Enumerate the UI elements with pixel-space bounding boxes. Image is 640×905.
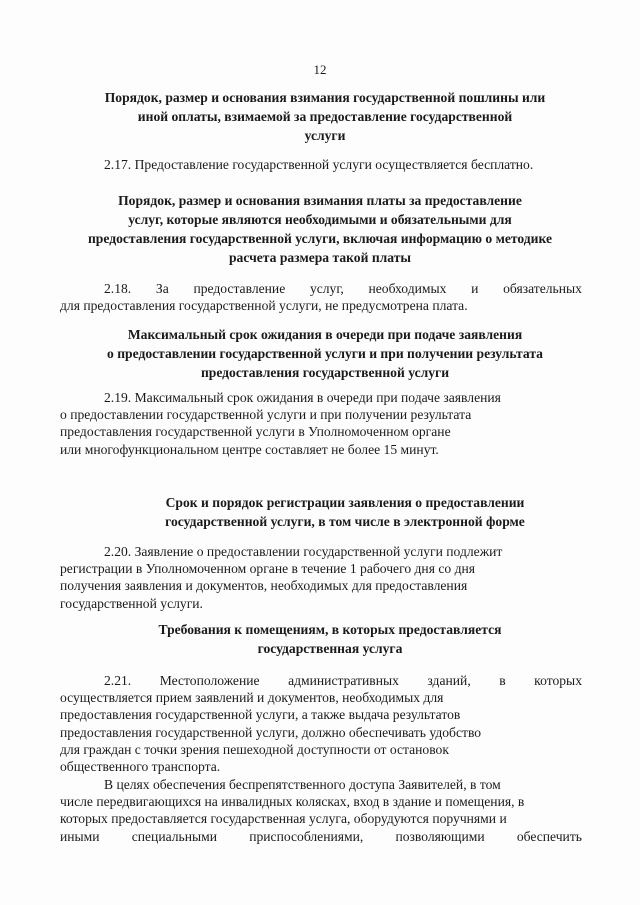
paragraph-line: регистрации в Уполномоченном органе в течение 1 рабочего дня со дня: [60, 561, 476, 577]
paragraph-line: которых предоставляется государственная услуга, оборудуются поручнями и: [60, 811, 507, 827]
heading-line: Срок и порядок регистрации заявления о предоставлении: [165, 495, 525, 510]
paragraph-line: 2.20. Заявление о предоставлении государственной услуги подлежит: [104, 544, 503, 559]
heading-line: предоставления государственной услуги, включая информацию о методике: [87, 231, 553, 246]
paragraph-line: предоставления государственной услуги, должно обеспечивать удобство: [60, 724, 482, 740]
paragraph-line: 2.18. За предоставление услуг, необходимых и обязательных: [104, 281, 582, 296]
heading-line: услуги: [304, 128, 346, 143]
paragraph-line: получения заявления и документов, необходимых для предоставления: [60, 578, 468, 594]
heading-line: Максимальный срок ожидания в очереди при подаче заявления: [127, 327, 523, 342]
paragraph-line: для предоставления государственной услуги, не предусмотрена плата.: [60, 298, 468, 314]
paragraph-line: для граждан с точки зрения пешеходной доступности от остановок: [60, 741, 449, 757]
heading-line: услуг, которые являются необходимыми и обязательными для: [128, 212, 512, 227]
paragraph-2-19: [60, 389, 582, 458]
paragraph-line: предоставления государственной услуги в Уполномоченном органе: [60, 424, 451, 440]
heading-line: Порядок, размер и основания взимания государственной пошлины или: [104, 90, 546, 105]
paragraph-line: иными специальными приспособлениями, позволяющими обеспечить: [60, 828, 582, 844]
paragraph-line: общественного транспорта.: [60, 759, 221, 775]
paragraph-line: 2.17. Предоставление государственной услуги осуществляется бесплатно.: [104, 157, 534, 172]
paragraph-2-17: [60, 156, 582, 173]
paragraph-line: числе передвигающихся на инвалидных колясках, вход в здание и помещения, в: [60, 794, 525, 810]
paragraph-2-20: [60, 543, 582, 612]
paragraph-line: государственной услуги.: [60, 595, 203, 611]
paragraph-line: 2.19. Максимальный срок ожидания в очереди при подаче заявления: [104, 390, 501, 405]
heading-line: расчета размера такой платы: [228, 250, 412, 265]
heading-line: Порядок, размер и основания взимания платы за предоставление: [118, 193, 522, 208]
paragraph-line: 2.21. Местоположение административных зданий, в которых: [104, 673, 582, 688]
heading-line: предоставления государственной услуги: [200, 365, 450, 380]
heading-line: государственная услуга: [257, 641, 403, 656]
paragraph-line: предоставления государственной услуги, а также выдача результатов: [60, 707, 461, 723]
heading-premises-requirements: [110, 620, 550, 658]
heading-line: иной оплаты, взимаемой за предоставление государственной: [137, 109, 513, 124]
heading-state-fee: [70, 88, 580, 145]
heading-line: Требования к помещениям, в которых предоставляется: [158, 622, 502, 637]
heading-line: государственной услуги, в том числе в электронной форме: [165, 514, 525, 529]
heading-registration: [110, 493, 580, 531]
heading-line: о предоставлении государственной услуги и при получении результата: [107, 346, 543, 361]
paragraph-line: В целях обеспечения беспрепятственного доступа Заявителей, в том: [104, 777, 501, 792]
paragraph-line: осуществляется прием заявлений и документов, необходимых для: [60, 690, 444, 706]
paragraph-2-21: [60, 672, 582, 775]
page-number: 12: [313, 62, 327, 77]
paragraph-2-18: [60, 280, 582, 314]
heading-payment-methodology: [58, 191, 582, 267]
heading-max-wait-time: [70, 325, 580, 382]
paragraph-line: о предоставлении государственной услуги и при получении результата: [60, 407, 472, 423]
paragraph-accessibility: [60, 776, 582, 845]
paragraph-line: или многофункциональном центре составляет не более 15 минут.: [60, 441, 439, 457]
